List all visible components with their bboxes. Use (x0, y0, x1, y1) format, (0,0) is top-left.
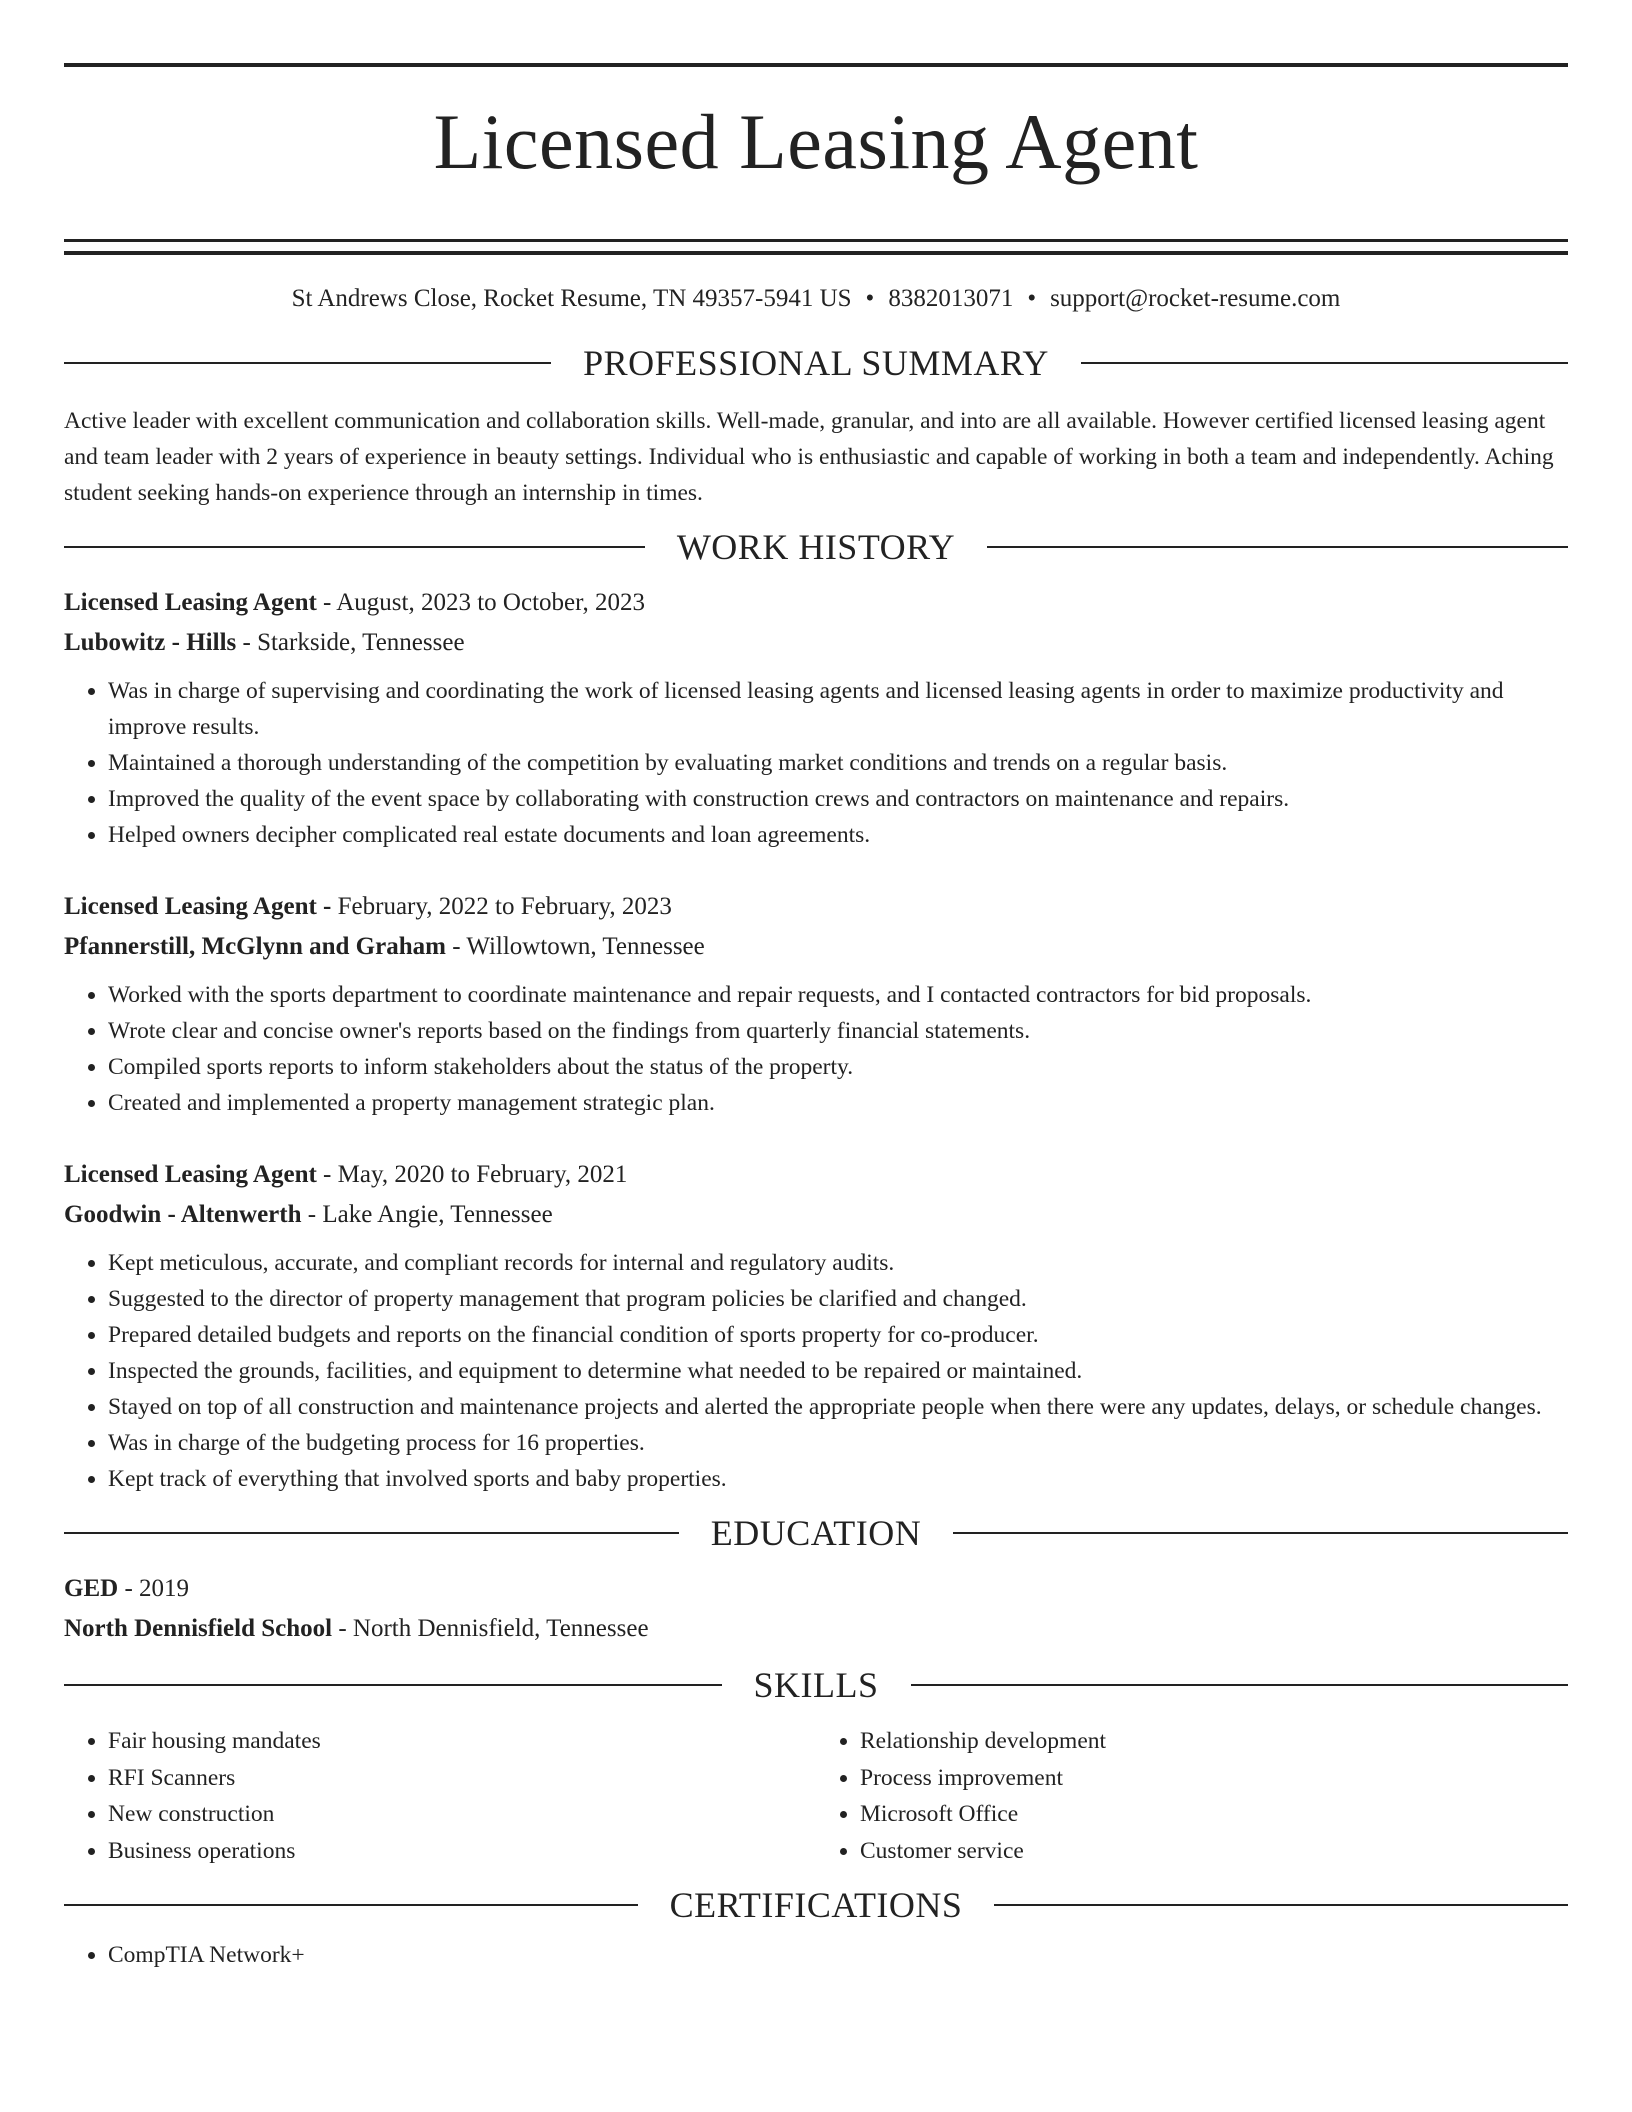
resume-page (64, 0, 1568, 1973)
section-header-certifications (64, 1883, 1568, 1927)
job-bullet: • Improved the quality of the event space by collaborating with construction crews and contractors on maintenance and repairs. (108, 781, 1568, 817)
section-rule-right (1081, 362, 1568, 364)
job-entry (64, 887, 1568, 1121)
skill-item: • Process improvement (860, 1760, 1568, 1797)
job-bullets (64, 977, 1568, 1121)
summary-text: Active leader with excellent communication and collaboration skills. Well-made, granular, and into are all available. However certified licensed leasing agent and team leader with 2 years of experience in beauty settings. Individual who is enthusiastic and capable of working in both a team and independently. Aching student seeking hands-on experience through an internship in times. (64, 408, 1554, 507)
certifications-list (64, 1937, 1568, 1973)
section-header-skills (64, 1663, 1568, 1707)
job-dates: August, 2023 to October, 2023 (336, 589, 645, 617)
skill-item: • Fair housing mandates (108, 1723, 816, 1760)
education-year: 2019 (139, 1575, 190, 1603)
section-rule-right (994, 1904, 1568, 1906)
skills-column-right (816, 1723, 1568, 1869)
job-company-line: Lubowitz - Hills - Starkside, Tennessee (64, 629, 465, 657)
job-bullet: • Was in charge of supervising and coordinating the work of licensed leasing agents and licensed leasing agents in order to maximize productivity and improve results. (108, 673, 1568, 745)
job-bullet: • Maintained a thorough understanding of the competition by evaluating market conditions and trends on a regular basis. (108, 745, 1568, 781)
job-title: Licensed Leasing Agent (64, 893, 317, 921)
skills-column-left (64, 1723, 816, 1869)
header-double-rule (64, 239, 1568, 255)
education-entry (64, 1569, 1568, 1649)
job-company: Goodwin - Altenwerth (64, 1201, 302, 1229)
education-degree-line: GED - 2019 (64, 1575, 190, 1603)
job-title-line: Licensed Leasing Agent - May, 2020 to February, 2021 (64, 1161, 628, 1189)
job-title-line: Licensed Leasing Agent - August, 2023 to October, 2023 (64, 589, 645, 617)
section-title-skills: SKILLS (753, 1665, 879, 1706)
skill-item: • Microsoft Office (860, 1796, 1568, 1833)
job-bullet: • Inspected the grounds, facilities, and equipment to determine what needed to be repaired or maintained. (108, 1353, 1568, 1389)
job-title-line: Licensed Leasing Agent - February, 2022 to February, 2023 (64, 893, 672, 921)
section-rule-right (987, 546, 1568, 548)
section-rule-right (911, 1684, 1569, 1686)
education-location: North Dennisfield, Tennessee (352, 1615, 649, 1643)
job-location: Willowtown, Tennessee (466, 933, 705, 961)
job-company-line: Pfannerstill, McGlynn and Graham - Willowtown, Tennessee (64, 933, 705, 961)
job-bullet: • Compiled sports reports to inform stakeholders about the status of the property. (108, 1049, 1568, 1085)
skills-grid (64, 1723, 1568, 1869)
skill-item: • Customer service (860, 1833, 1568, 1870)
job-bullet: • Prepared detailed budgets and reports on the financial condition of sports property for co-producer. (108, 1317, 1568, 1353)
job-bullets (64, 673, 1568, 853)
skill-item: • RFI Scanners (108, 1760, 816, 1797)
section-rule-left (64, 1904, 638, 1906)
job-company: Lubowitz - Hills (64, 629, 237, 657)
job-bullet: • Suggested to the director of property management that program policies be clarified and changed. (108, 1281, 1568, 1317)
education-school: North Dennisfield School (64, 1615, 333, 1643)
job-dates: February, 2022 to February, 2023 (337, 893, 672, 921)
top-rule (64, 63, 1568, 67)
job-entry (64, 583, 1568, 853)
section-title-certifications: CERTIFICATIONS (669, 1885, 963, 1926)
contact-phone: 8382013071 (888, 285, 1014, 313)
job-bullet: • Was in charge of the budgeting process for 16 properties. (108, 1425, 1568, 1461)
contact-separator: • (1027, 285, 1037, 313)
certification-item: • CompTIA Network+ (108, 1937, 1568, 1973)
job-location: Lake Angie, Tennessee (322, 1201, 553, 1229)
job-dates: May, 2020 to February, 2021 (337, 1161, 628, 1189)
skill-item: • Business operations (108, 1833, 816, 1870)
section-rule-right (953, 1532, 1568, 1534)
job-title: Licensed Leasing Agent (64, 1161, 317, 1189)
section-rule-left (64, 362, 551, 364)
contact-address: St Andrews Close, Rocket Resume, TN 49357-5941 US (291, 285, 852, 313)
section-title-summary: PROFESSIONAL SUMMARY (583, 343, 1049, 384)
section-title-education: EDUCATION (710, 1513, 922, 1554)
job-bullet: • Kept meticulous, accurate, and compliant records for internal and regulatory audits. (108, 1245, 1568, 1281)
section-title-work-history: WORK HISTORY (676, 527, 956, 568)
job-bullets (64, 1245, 1568, 1497)
section-header-summary (64, 341, 1568, 385)
job-bullet: • Worked with the sports department to coordinate maintenance and repair requests, and I contacted contractors for bid proposals. (108, 977, 1568, 1013)
job-company: Pfannerstill, McGlynn and Graham (64, 933, 446, 961)
job-bullet: • Kept track of everything that involved sports and baby properties. (108, 1461, 1568, 1497)
section-header-work-history (64, 525, 1568, 569)
job-bullet: • Wrote clear and concise owner's reports based on the findings from quarterly financial statements. (108, 1013, 1568, 1049)
section-header-education (64, 1511, 1568, 1555)
skill-item: • Relationship development (860, 1723, 1568, 1760)
job-bullet: • Stayed on top of all construction and maintenance projects and alerted the appropriate people when there were any updates, delays, or schedule changes. (108, 1389, 1568, 1425)
education-school-line: North Dennisfield School - North Dennisfield, Tennessee (64, 1615, 649, 1643)
job-bullet: • Helped owners decipher complicated real estate documents and loan agreements. (108, 817, 1568, 853)
job-entry (64, 1155, 1568, 1497)
contact-separator: • (865, 285, 875, 313)
job-title: Licensed Leasing Agent (64, 589, 317, 617)
section-rule-left (64, 546, 645, 548)
section-rule-left (64, 1684, 722, 1686)
job-location: Starkside, Tennessee (257, 629, 465, 657)
resume-name: Licensed Leasing Agent (433, 98, 1199, 185)
job-company-line: Goodwin - Altenwerth - Lake Angie, Tennessee (64, 1201, 553, 1229)
contact-email: support@rocket-resume.com (1050, 285, 1341, 313)
skill-item: • New construction (108, 1796, 816, 1833)
education-degree: GED (64, 1575, 119, 1603)
section-rule-left (64, 1532, 679, 1534)
contact-line (64, 283, 1568, 315)
job-bullet: • Created and implemented a property management strategic plan. (108, 1085, 1568, 1121)
